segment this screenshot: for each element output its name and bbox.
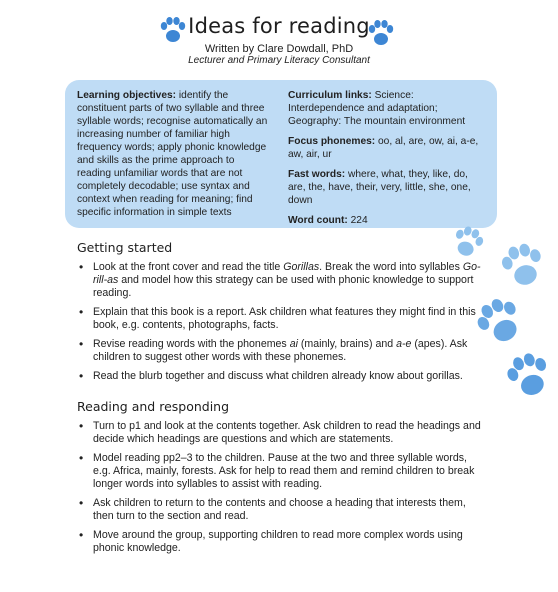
- byline: [0, 43, 558, 67]
- phonemes-label: Focus phonemes:: [288, 136, 376, 147]
- list-item: • Model reading pp2–3 to the children. Pause at the two and three syllable words, e.g. Africa, mainly, forests. Ask for help to read them and remind children to break longer words into syllables to assist with reading.: [77, 452, 487, 491]
- author-role: Lecturer and Primary Literacy Consultant: [188, 55, 370, 66]
- list-item: • Look at the front cover and read the title Gorillas. Break the word into syllables Go-rill-as and model how this strategy can be used with phonic knowledge to support reading.: [77, 261, 487, 300]
- learning-objectives-label: Learning objectives:: [77, 90, 177, 101]
- fast-words-text: where, what, they, like, do, are, the, have, their, very, little, she, one, down: [288, 169, 471, 206]
- curriculum-text: Science: Interdependence and adaptation; Geography: The mountain environment: [288, 90, 466, 127]
- curriculum-label: Curriculum links:: [288, 90, 372, 101]
- list-item: • Revise reading words with the phonemes ai (mainly, brains) and a-e (apes). Ask children to suggest other words with these phonemes.: [77, 338, 487, 364]
- list-item: • Turn to p1 and look at the contents together. Ask children to read the headings and decide which headings are questions and which are statements.: [77, 420, 487, 446]
- fast-words-label: Fast words:: [288, 169, 346, 180]
- learning-objectives-text: identify the constituent parts of two syllable and three syllable words; recognise automatically an increasing number of familiar high frequency words; apply phonic knowledge and skills as the prime approach to reading unfamiliar words that are not completely decodable; use syntax and context when reading for meaning; find specific information in simple texts: [77, 90, 268, 218]
- list-item: • Explain that this book is a report. Ask children what features they might find in this book, e.g. contents, photographs, facts.: [77, 306, 487, 332]
- reading-responding-list: [77, 420, 487, 561]
- section-heading-reading-responding: Reading and responding: [77, 399, 230, 414]
- list-item: • Read the blurb together and discuss what children already know about gorillas.: [77, 370, 487, 383]
- word-count-text: 224: [347, 215, 368, 226]
- paw-print-icon: [506, 351, 552, 397]
- paw-print-icon: [500, 243, 546, 285]
- focus-phonemes: [288, 135, 488, 161]
- paw-print-icon: [451, 226, 485, 256]
- learning-objectives: [77, 89, 269, 219]
- list-item: • Move around the group, supporting children to read more complex words using phonic knowledge.: [77, 529, 487, 555]
- fast-words: [288, 168, 488, 207]
- list-item: • Ask children to return to the contents and choose a heading that interests them, then turn to the section and read.: [77, 497, 487, 523]
- page-title: Ideas for reading: [188, 14, 370, 38]
- section-heading-getting-started: Getting started: [77, 240, 173, 255]
- getting-started-list: [77, 261, 487, 389]
- curriculum-info: [288, 89, 488, 234]
- objectives-box: [65, 80, 497, 228]
- author: Written by Clare Dowdall, PhD: [204, 43, 354, 55]
- phonemes-text: oo, al, are, ow, ai, a-e, aw, air, ur: [288, 136, 479, 160]
- word-count-label: Word count:: [288, 215, 348, 226]
- curriculum-links: [288, 89, 488, 128]
- title-row: [0, 14, 558, 38]
